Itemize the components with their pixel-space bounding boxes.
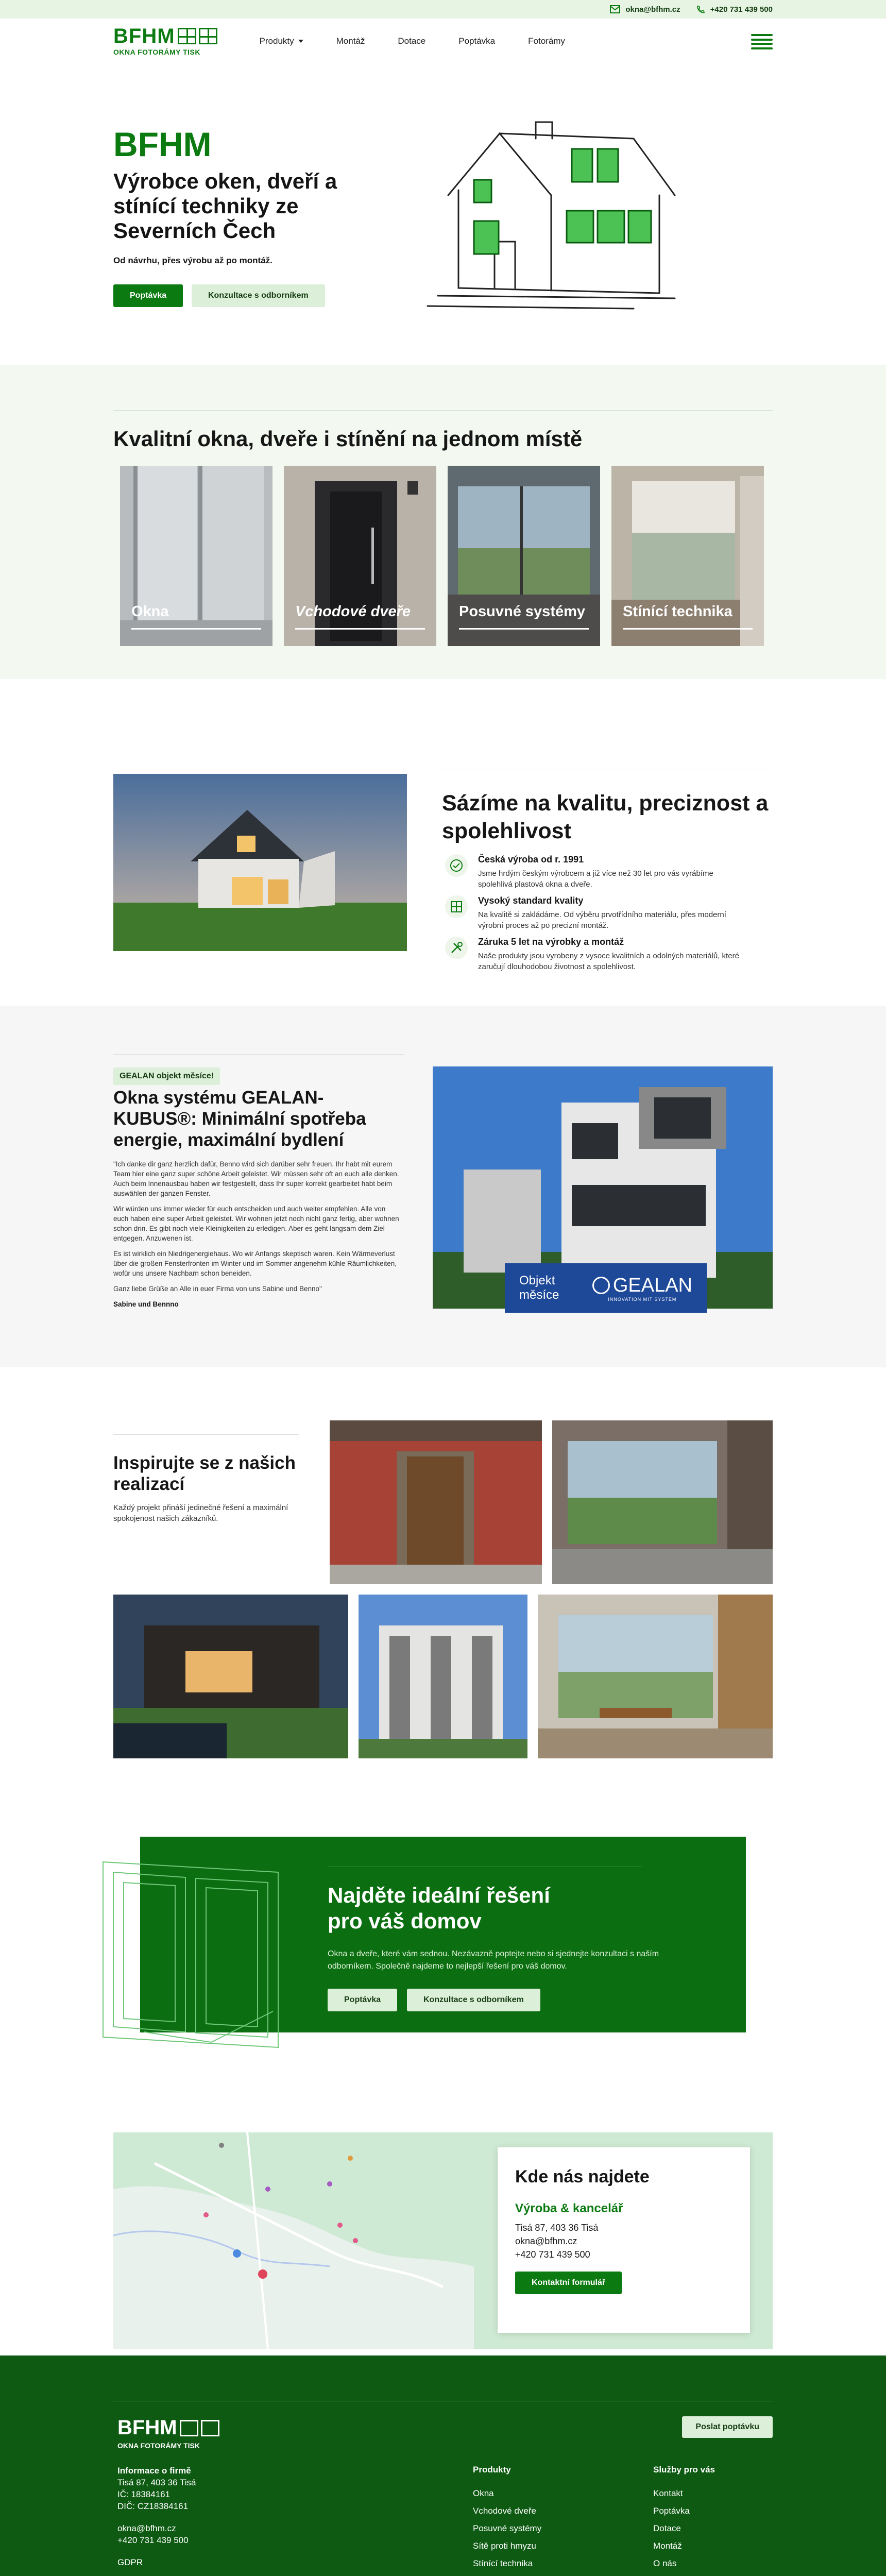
- hero-konzultace-button[interactable]: Konzultace s odborníkem: [192, 284, 325, 307]
- footer-phone[interactable]: +420 731 439 500: [117, 2535, 189, 2545]
- inspiration-title: Inspirujte se z našich realizací: [113, 1453, 296, 1494]
- hero-tagline: Od návrhu, přes výrobu až po montáž.: [113, 256, 272, 265]
- hero-poptavka-button[interactable]: Poptávka: [113, 284, 183, 307]
- category-card-posuvne-systemy[interactable]: [448, 466, 600, 646]
- location-subtitle: Výroba & kancelář: [515, 2201, 623, 2215]
- logo-word: BFHM: [117, 2416, 177, 2439]
- footer-link[interactable]: Poptávka: [653, 2506, 690, 2516]
- window-icon: [445, 895, 468, 918]
- footer-link[interactable]: Vchodové dveře: [473, 2506, 536, 2516]
- inspiration-section: [0, 1367, 886, 1795]
- gealan-badge: GEALAN objekt měsíce!: [113, 1067, 220, 1085]
- footer-link[interactable]: Posuvné systémy: [473, 2523, 542, 2533]
- nav-item-fotoramy[interactable]: Fotorámy: [528, 36, 565, 46]
- category-underline: [623, 628, 753, 630]
- gealan-brand: GEALAN: [612, 1274, 692, 1296]
- nav-item-montaz[interactable]: Montáž: [336, 36, 365, 46]
- topbar-phone-text: +420 731 439 500: [710, 5, 773, 14]
- category-underline: [459, 628, 589, 630]
- testimonial-signature: Sabine und Bennno: [113, 1300, 179, 1308]
- logo-subtitle: OKNA FOTORÁMY TISK: [117, 2442, 200, 2450]
- testimonial-paragraph: "Ich danke dir ganz herzlich dafür, Benno wird sich darüber sehr freuen. Ihr habt mit eurem Team hier eine ganz super schöne Arbeit geleistet. Wir müssen sehr oft an euch alle denken. Auch beim Innenausbau haben wir festgestellt, dass Ihr super korrekt gearbeitet habt beim auswählen der ganzen Fenster.: [113, 1160, 399, 1197]
- category-card-stinici-technika[interactable]: [611, 466, 764, 646]
- topbar-phone[interactable]: [695, 5, 773, 14]
- feature-ceska-vyroba: [445, 854, 746, 890]
- topbar-email-text: okna@bfhm.cz: [625, 5, 680, 14]
- hero-title: BFHM: [113, 125, 212, 163]
- footer-services-title: Služby pro vás: [653, 2465, 715, 2475]
- realizace-photo-apartments[interactable]: [359, 1595, 527, 1758]
- company-line: IČ: 18384161: [117, 2489, 171, 2499]
- company-line: Tisá 87, 403 36 Tisá: [117, 2478, 196, 2487]
- footer-link[interactable]: Kontakt: [653, 2488, 683, 2498]
- realizace-photo-sliding[interactable]: [552, 1420, 773, 1584]
- objekt-mesice-label: Objekt měsíce: [519, 1274, 559, 1302]
- footer-email[interactable]: okna@bfhm.cz: [117, 2523, 176, 2533]
- site-footer: [0, 2355, 886, 2576]
- category-label: Stínící technika: [623, 603, 732, 620]
- categories-section: [0, 365, 886, 679]
- footer-link[interactable]: Montáž: [653, 2541, 682, 2551]
- category-label: Okna: [131, 603, 169, 620]
- feature-desc: Na kvalitě si zakládáme. Od výběru prvotřídního materiálu, přes moderní výrobní proces až po precizní montáž.: [478, 910, 726, 930]
- feature-zaruka: [445, 937, 746, 972]
- contact-form-button[interactable]: Kontaktní formulář: [515, 2272, 622, 2294]
- feature-standard-kvality: [445, 895, 746, 931]
- nav-item-dotace[interactable]: Dotace: [398, 36, 426, 46]
- location-section: [0, 2081, 886, 2355]
- testimonial-paragraph: Es ist wirklich ein Niedrigenergiehaus. Wo wir Anfangs skeptisch waren. Kein Wärmeverlust über die großen Fensterfronten im Winter und im Sommer angenehm kühle Räumlichkeiten, wofür uns unsere Nachbarn schon beneiden.: [113, 1250, 397, 1277]
- inspiration-desc: Každý projekt přináší jedinečné řešení a maximální spokojenost našich zákazníků.: [113, 1503, 288, 1523]
- footer-link[interactable]: Stínící technika: [473, 2558, 533, 2568]
- nav-item-produkty[interactable]: [260, 36, 303, 46]
- realizace-photo-modern-house[interactable]: [113, 1595, 348, 1758]
- location-email[interactable]: okna@bfhm.cz: [515, 2236, 577, 2246]
- gealan-brand-sub: INNOVATION MIT SYSTEM: [608, 1296, 677, 1302]
- company-line: DIČ: CZ18384161: [117, 2501, 189, 2511]
- footer-link[interactable]: Okna: [473, 2488, 494, 2498]
- window-outline-illustration: [93, 1857, 288, 2053]
- gealan-swirl-icon: [592, 1277, 610, 1294]
- quality-section: [0, 679, 886, 1006]
- category-card-vchodove-dvere[interactable]: [284, 466, 436, 646]
- footer-link[interactable]: Sítě proti hmyzu: [473, 2541, 536, 2551]
- cta-title: Najděte ideální řešení pro váš domov: [328, 1883, 550, 1933]
- tools-icon: [445, 937, 468, 959]
- main-nav: [260, 36, 565, 46]
- hero-section: [0, 64, 886, 365]
- cta-section: [0, 1795, 886, 2081]
- divider: [113, 1434, 299, 1435]
- location-title: Kde nás najdete: [515, 2167, 650, 2187]
- logo-word: BFHM: [113, 25, 175, 47]
- location-address: Tisá 87, 403 36 Tisá: [515, 2223, 599, 2233]
- category-label: Posuvné systémy: [459, 603, 586, 620]
- cta-konzultace-button[interactable]: Konzultace s odborníkem: [407, 1989, 540, 2011]
- divider: [113, 410, 773, 411]
- realizace-photo-interior[interactable]: [538, 1595, 773, 1758]
- mail-icon: [610, 5, 620, 13]
- hero-subtitle: Výrobce oken, dveří a stínící techniky ze Severních Čech: [113, 169, 337, 243]
- logo-window-icon: [201, 2420, 219, 2436]
- categories-title: Kvalitní okna, dveře i stínění na jednom místě: [113, 427, 583, 451]
- poslat-poptavku-button[interactable]: Poslat poptávku: [682, 2416, 773, 2438]
- gdpr-link[interactable]: GDPR: [117, 2557, 143, 2567]
- footer-link[interactable]: O nás: [653, 2558, 677, 2568]
- company-info-title: Informace o firmě: [117, 2466, 191, 2476]
- feature-title: Záruka 5 let na výrobky a montáž: [478, 937, 624, 947]
- objekt-mesice-banner[interactable]: [505, 1263, 707, 1313]
- house-illustration: [417, 118, 685, 324]
- site-logo[interactable]: [113, 26, 217, 56]
- category-underline: [131, 628, 261, 630]
- logo-window-icon: [180, 2420, 198, 2436]
- cta-desc: Okna a dveře, které vám sednou. Nezávazně poptejte nebo si sjednejte konzultaci s naším odborníkem. Společně najdeme to nejlepší řešení pro váš domov.: [328, 1950, 659, 1971]
- footer-products-title: Produkty: [473, 2465, 511, 2475]
- topbar-email[interactable]: [610, 5, 680, 14]
- feature-title: Vysoký standard kvality: [478, 895, 584, 906]
- realizace-photo-door[interactable]: [330, 1420, 542, 1584]
- testimonial-paragraph: Ganz liebe Grüße an Alle in euer Firma von uns Sabine und Benno": [113, 1285, 322, 1293]
- quality-title: Sázíme na kvalitu, preciznost a spolehlivost: [442, 791, 769, 843]
- feature-desc: Jsme hrdým českým výrobcem a již více než 30 let pro vás vyrábíme spolehlivá plastová okna a dveře.: [478, 869, 713, 889]
- location-card: [498, 2147, 750, 2333]
- footer-logo[interactable]: [117, 2416, 219, 2450]
- location-phone[interactable]: +420 731 439 500: [515, 2249, 590, 2260]
- main-header: [0, 19, 886, 64]
- divider: [113, 1054, 404, 1055]
- logo-window-icon: [199, 28, 217, 44]
- award-icon: [445, 854, 468, 877]
- gealan-title: Okna systému GEALAN-KUBUS®: Minimální spotřeba energie, maximální bydlení: [113, 1088, 366, 1150]
- feature-desc: Naše produkty jsou vyrobeny z vysoce kvalitních a odolných materiálů, které zaručují dlouhodobou životnost a spolehlivost.: [478, 952, 739, 971]
- gealan-logo: [592, 1275, 692, 1302]
- footer-products: [473, 2465, 541, 2576]
- footer-link[interactable]: Dotace: [653, 2523, 681, 2533]
- category-label: Vchodové dveře: [295, 603, 411, 620]
- logo-window-icon: [178, 28, 196, 44]
- gealan-section: [0, 1006, 886, 1367]
- cta-poptavka-button[interactable]: Poptávka: [328, 1989, 397, 2011]
- footer-services: [653, 2465, 715, 2576]
- nav-item-poptavka[interactable]: Poptávka: [458, 36, 496, 46]
- logo-subtitle: OKNA FOTORÁMY TISK: [113, 48, 200, 56]
- hamburger-menu-icon[interactable]: [751, 34, 773, 49]
- company-info: [117, 2465, 196, 2568]
- testimonial-paragraph: Wir würden uns immer wieder für euch entscheiden und auch weiter empfehlen. Alle von euch haben eine super Arbeit geleistet. Wir wohnen jetzt noch nicht ganz fertig, aber wohnen schon drin. Es gibt noch viele Kleinigkeiten zu erledigen. Aber es geht langsam dem Ziel entgegen. Anzuwenen ist.: [113, 1205, 399, 1242]
- phone-icon: [695, 5, 705, 13]
- nav-label: Produkty: [259, 36, 294, 46]
- gealan-testimonial: [113, 1159, 402, 1315]
- quality-house-photo: [113, 774, 407, 951]
- top-bar: [0, 0, 886, 19]
- category-underline: [295, 628, 425, 630]
- caret-down-icon: [298, 40, 303, 43]
- feature-title: Česká výroba od r. 1991: [478, 854, 584, 865]
- category-card-okna[interactable]: [120, 466, 272, 646]
